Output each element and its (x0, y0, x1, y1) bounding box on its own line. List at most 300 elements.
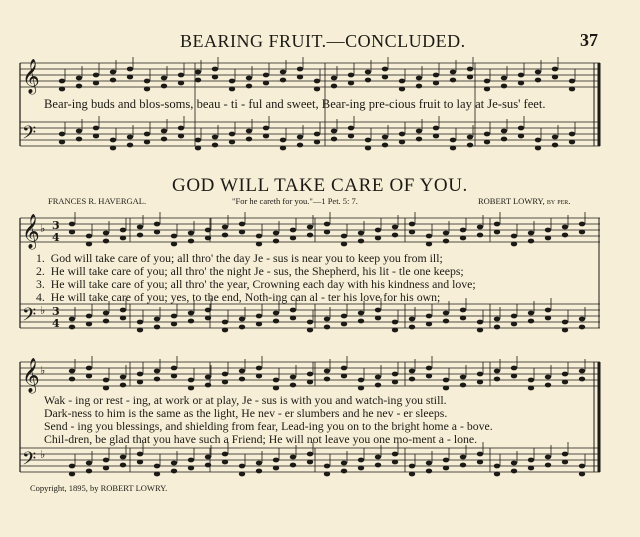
notehead (59, 87, 65, 92)
notehead (409, 472, 415, 477)
notehead (569, 140, 575, 145)
notehead (579, 325, 585, 330)
notehead (426, 469, 432, 474)
notehead (307, 460, 313, 465)
notehead (222, 320, 228, 325)
notehead (137, 460, 143, 465)
notehead (460, 383, 466, 388)
notehead (416, 137, 422, 142)
notehead (69, 222, 75, 227)
notehead (443, 239, 449, 244)
notehead (307, 452, 313, 457)
notehead (484, 87, 490, 92)
notehead (426, 314, 432, 319)
notehead (314, 132, 320, 137)
notehead (433, 73, 439, 78)
notehead (535, 138, 541, 143)
notehead (552, 135, 558, 140)
notehead (460, 308, 466, 313)
notehead (120, 463, 126, 468)
notehead (409, 369, 415, 374)
notehead (392, 320, 398, 325)
refrain-line-2: Dark-ness to him is the same as the light, He nev - er slumbers and he nev - er sleeps. (44, 406, 448, 420)
notehead (297, 75, 303, 80)
notehead (545, 383, 551, 388)
section1-lyric: Bear-ing buds and blos-soms, beau - ti - ful and sweet, Bear-ing pre-cious fruit to lay at Je-sus' feet. (44, 97, 546, 111)
notehead (409, 230, 415, 235)
notehead (239, 317, 245, 322)
notehead (188, 311, 194, 316)
notehead (171, 366, 177, 371)
notehead (171, 314, 177, 319)
notehead (314, 79, 320, 84)
notehead (120, 383, 126, 388)
notehead (535, 70, 541, 75)
notehead (86, 374, 92, 379)
notehead (552, 75, 558, 80)
notehead (120, 455, 126, 460)
notehead (416, 84, 422, 89)
notehead (375, 383, 381, 388)
notehead (314, 140, 320, 145)
notehead (239, 222, 245, 227)
notehead (528, 378, 534, 383)
notehead (501, 84, 507, 89)
refrain-line-1: Wak - ing or rest - ing, at work or at play, Je - sus is with you and watch-ing you still. (44, 393, 447, 407)
notehead (69, 325, 75, 330)
notehead (460, 463, 466, 468)
notehead (579, 222, 585, 227)
notehead (297, 135, 303, 140)
notehead (239, 369, 245, 374)
notehead (154, 325, 160, 330)
notehead (426, 461, 432, 466)
verse-4 (36, 290, 440, 305)
notehead (501, 137, 507, 142)
notehead (290, 463, 296, 468)
notehead (467, 75, 473, 80)
notehead (416, 76, 422, 81)
notehead (341, 366, 347, 371)
notehead (161, 137, 167, 142)
refrain-line-4: Chil-dren, be glad that you have such a Friend; He will not leave you one mo-ment a - lone. (44, 432, 478, 446)
notehead (528, 231, 534, 236)
notehead (467, 135, 473, 140)
notehead (341, 374, 347, 379)
notehead (205, 383, 211, 388)
bass-clef-icon: 𝄢 (22, 123, 37, 148)
notehead (144, 79, 150, 84)
notehead (450, 138, 456, 143)
notehead (518, 73, 524, 78)
notehead (358, 378, 364, 383)
notehead (212, 135, 218, 140)
notehead (443, 231, 449, 236)
notehead (171, 322, 177, 327)
notehead (494, 317, 500, 322)
notehead (154, 317, 160, 322)
notehead (69, 464, 75, 469)
notehead (450, 70, 456, 75)
notehead (161, 129, 167, 134)
notehead (375, 316, 381, 321)
verse-number: 1. (36, 251, 45, 265)
notehead (69, 317, 75, 322)
staff-2-treble (20, 218, 600, 242)
notehead (331, 84, 337, 89)
page-number: 37 (580, 30, 598, 50)
notehead (562, 452, 568, 457)
notehead (222, 225, 228, 230)
notehead (188, 239, 194, 244)
notehead (528, 458, 534, 463)
notehead (246, 76, 252, 81)
notehead (518, 134, 524, 139)
notehead (341, 242, 347, 247)
notehead (154, 472, 160, 477)
notehead (494, 472, 500, 477)
notehead (69, 230, 75, 235)
notehead (545, 455, 551, 460)
notehead (69, 369, 75, 374)
notehead (382, 143, 388, 148)
notehead (375, 455, 381, 460)
notehead (205, 455, 211, 460)
notehead (263, 73, 269, 78)
notehead (528, 466, 534, 471)
notehead (212, 143, 218, 148)
notehead (348, 81, 354, 86)
notehead (246, 129, 252, 134)
notehead (392, 233, 398, 238)
notehead (307, 320, 313, 325)
notehead (290, 375, 296, 380)
notehead (222, 380, 228, 385)
notehead (562, 320, 568, 325)
notehead (365, 78, 371, 83)
notehead (195, 138, 201, 143)
author: FRANCES R. HAVERGAL. (48, 196, 147, 206)
notehead (409, 325, 415, 330)
notehead (273, 311, 279, 316)
notehead (205, 375, 211, 380)
notehead (511, 366, 517, 371)
notehead (273, 319, 279, 324)
notehead (375, 228, 381, 233)
notehead (443, 319, 449, 324)
notehead (399, 140, 405, 145)
staff-1-bass (20, 122, 600, 146)
notehead (433, 81, 439, 86)
notehead (450, 146, 456, 151)
svg-text:3: 3 (52, 305, 60, 318)
notehead (103, 311, 109, 316)
notehead (76, 76, 82, 81)
notehead (273, 378, 279, 383)
notehead (178, 73, 184, 78)
notehead (239, 464, 245, 469)
notehead (365, 146, 371, 151)
notehead (426, 374, 432, 379)
notehead (511, 314, 517, 319)
notehead (273, 458, 279, 463)
notehead (365, 138, 371, 143)
notehead (562, 372, 568, 377)
notehead (103, 319, 109, 324)
notehead (222, 328, 228, 333)
verse-line: He will take care of you; all thro' the year, Crowning each day with his kindness and love; (50, 277, 476, 291)
notehead (467, 143, 473, 148)
notehead (477, 320, 483, 325)
notehead (246, 84, 252, 89)
notehead (93, 134, 99, 139)
notehead (229, 87, 235, 92)
notehead (86, 461, 92, 466)
notehead (222, 460, 228, 465)
svg-text:♭: ♭ (40, 448, 46, 461)
notehead (256, 469, 262, 474)
notehead (477, 452, 483, 457)
notehead (256, 322, 262, 327)
notehead (416, 129, 422, 134)
notehead (399, 132, 405, 137)
notehead (280, 138, 286, 143)
notehead (239, 377, 245, 382)
notehead (86, 234, 92, 239)
notehead (528, 239, 534, 244)
notehead (103, 466, 109, 471)
notehead (341, 461, 347, 466)
notehead (545, 463, 551, 468)
notehead (273, 466, 279, 471)
notehead (246, 137, 252, 142)
notehead (137, 320, 143, 325)
svg-text:𝄢: 𝄢 (22, 449, 37, 474)
notehead (76, 129, 82, 134)
notehead (239, 325, 245, 330)
notehead (205, 236, 211, 241)
notehead (552, 143, 558, 148)
notehead (171, 234, 177, 239)
svg-text:𝄞: 𝄞 (22, 358, 40, 393)
notehead (324, 230, 330, 235)
notehead (110, 70, 116, 75)
notehead (205, 308, 211, 313)
notehead (222, 452, 228, 457)
svg-text:♭: ♭ (40, 222, 46, 235)
notehead (494, 325, 500, 330)
notehead (195, 78, 201, 83)
notehead (188, 319, 194, 324)
notehead (460, 228, 466, 233)
notehead (86, 322, 92, 327)
notehead (562, 380, 568, 385)
notehead (399, 87, 405, 92)
svg-text:4: 4 (52, 317, 60, 330)
notehead (375, 463, 381, 468)
notehead (86, 242, 92, 247)
notehead (205, 316, 211, 321)
notehead (426, 242, 432, 247)
notehead (562, 233, 568, 238)
notehead (569, 79, 575, 84)
notehead (103, 378, 109, 383)
notehead (484, 79, 490, 84)
notehead (161, 84, 167, 89)
notehead (93, 73, 99, 78)
notehead (477, 328, 483, 333)
notehead (86, 469, 92, 474)
notehead (120, 375, 126, 380)
notehead (494, 464, 500, 469)
notehead (212, 75, 218, 80)
notehead (171, 469, 177, 474)
notehead (205, 228, 211, 233)
notehead (137, 452, 143, 457)
notehead (263, 81, 269, 86)
notehead (545, 236, 551, 241)
notehead (331, 76, 337, 81)
notehead (59, 132, 65, 137)
notehead (154, 230, 160, 235)
notehead (443, 311, 449, 316)
notehead (263, 134, 269, 139)
notehead (137, 380, 143, 385)
notehead (93, 81, 99, 86)
notehead (239, 472, 245, 477)
notehead (348, 134, 354, 139)
scripture-ref: "For he careth for you."—1 Pet. 5: 7. (232, 196, 358, 206)
notehead (127, 67, 133, 72)
notehead (290, 383, 296, 388)
notehead (324, 377, 330, 382)
notehead (324, 369, 330, 374)
notehead (188, 466, 194, 471)
notehead (477, 380, 483, 385)
notehead (256, 374, 262, 379)
notehead (331, 137, 337, 142)
notehead (477, 460, 483, 465)
notehead (273, 239, 279, 244)
notehead (178, 81, 184, 86)
notehead (324, 222, 330, 227)
notehead (290, 308, 296, 313)
notehead (256, 314, 262, 319)
notehead (433, 134, 439, 139)
notehead (518, 126, 524, 131)
notehead (484, 140, 490, 145)
svg-text:♭: ♭ (40, 304, 46, 317)
notehead (154, 464, 160, 469)
notehead (358, 231, 364, 236)
notehead (205, 463, 211, 468)
notehead (103, 386, 109, 391)
notehead (511, 461, 517, 466)
notehead (178, 134, 184, 139)
notehead (501, 76, 507, 81)
notehead (545, 316, 551, 321)
notehead (399, 79, 405, 84)
notehead (307, 372, 313, 377)
notehead (256, 366, 262, 371)
notehead (273, 231, 279, 236)
notehead (443, 466, 449, 471)
notehead (341, 469, 347, 474)
notehead (460, 236, 466, 241)
notehead (93, 126, 99, 131)
notehead (392, 380, 398, 385)
notehead (127, 143, 133, 148)
notehead (528, 319, 534, 324)
notehead (494, 230, 500, 235)
copyright: Copyright, 1895, by ROBERT LOWRY. (30, 483, 168, 493)
notehead (358, 239, 364, 244)
notehead (579, 472, 585, 477)
notehead (392, 372, 398, 377)
notehead (579, 377, 585, 382)
notehead (341, 322, 347, 327)
notehead (256, 234, 262, 239)
notehead (103, 231, 109, 236)
notehead (426, 366, 432, 371)
notehead (307, 380, 313, 385)
notehead (494, 377, 500, 382)
notehead (579, 369, 585, 374)
notehead (579, 230, 585, 235)
notehead (392, 452, 398, 457)
notehead (229, 140, 235, 145)
notehead (69, 472, 75, 477)
notehead (188, 231, 194, 236)
notehead (392, 225, 398, 230)
notehead (280, 70, 286, 75)
notehead (273, 386, 279, 391)
notehead (86, 314, 92, 319)
notehead (511, 234, 517, 239)
notehead (314, 87, 320, 92)
notehead (171, 242, 177, 247)
notehead (545, 375, 551, 380)
svg-text:♭: ♭ (40, 364, 46, 377)
notehead (426, 322, 432, 327)
notehead (154, 369, 160, 374)
notehead (409, 317, 415, 322)
notehead (477, 233, 483, 238)
song-title: GOD WILL TAKE CARE OF YOU. (172, 175, 468, 196)
notehead (290, 236, 296, 241)
notehead (212, 67, 218, 72)
notehead (494, 222, 500, 227)
notehead (297, 143, 303, 148)
notehead (409, 377, 415, 382)
notehead (484, 132, 490, 137)
notehead (358, 458, 364, 463)
notehead (552, 67, 558, 72)
verse-number: 3. (36, 277, 45, 291)
notehead (120, 236, 126, 241)
notehead (433, 126, 439, 131)
notehead (290, 316, 296, 321)
notehead (375, 375, 381, 380)
notehead (443, 386, 449, 391)
treble-clef-icon: 𝄞 (22, 59, 40, 94)
notehead (511, 469, 517, 474)
notehead (494, 369, 500, 374)
notehead (545, 228, 551, 233)
notehead (110, 146, 116, 151)
notehead (562, 328, 568, 333)
notehead (171, 461, 177, 466)
